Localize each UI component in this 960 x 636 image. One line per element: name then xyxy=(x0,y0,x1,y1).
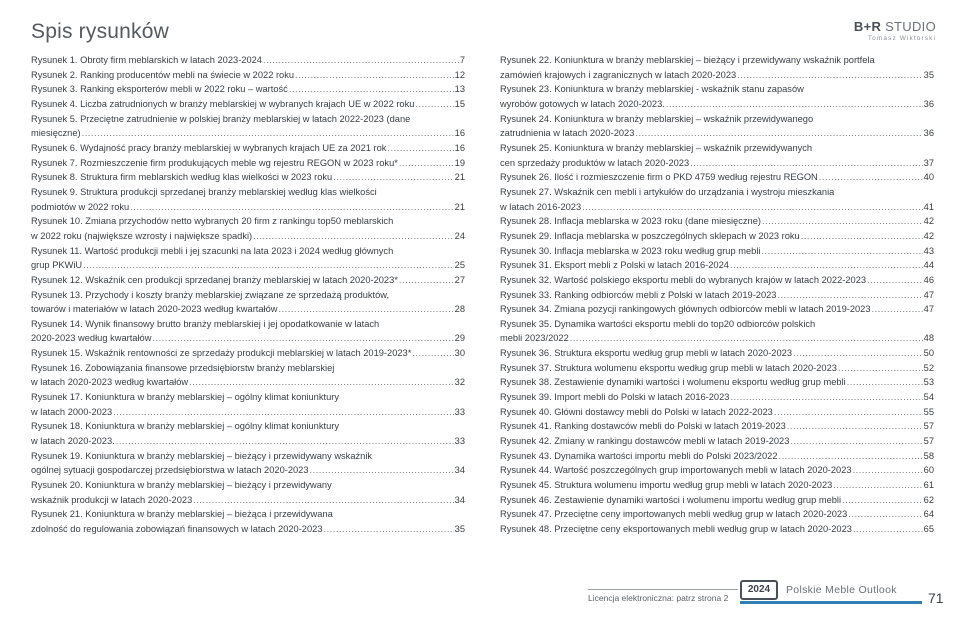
toc-entry[interactable] xyxy=(500,507,934,522)
toc-entry-line xyxy=(500,185,934,200)
toc-page-number: 36 xyxy=(923,98,934,109)
toc-entry[interactable] xyxy=(500,229,934,244)
toc-page-number: 57 xyxy=(923,421,934,432)
toc-page-number: 34 xyxy=(454,494,465,505)
toc-entry[interactable] xyxy=(500,170,934,185)
dot-leader xyxy=(152,331,453,346)
toc-entry-line xyxy=(500,141,934,156)
dot-leader xyxy=(730,258,923,273)
toc-entry-line xyxy=(31,82,465,97)
dot-leader xyxy=(847,375,923,390)
toc-entry[interactable] xyxy=(500,361,934,376)
toc-entry[interactable] xyxy=(31,449,465,478)
toc-page-number: 12 xyxy=(454,69,465,80)
dot-leader xyxy=(833,478,922,493)
toc-entry-line xyxy=(500,463,934,478)
toc-entry-line xyxy=(500,200,934,215)
toc-entry-line xyxy=(31,200,465,215)
toc-entry-text: Rysunek 39. Import mebli do Polski w latach 2016-2023 xyxy=(500,392,730,403)
toc-entry-text: Rysunek 23. Koniunktura w branży meblarskiej - wskaźnik stanu zapasów xyxy=(500,84,804,95)
toc-page-number: 42 xyxy=(923,216,934,227)
toc-entry-line xyxy=(31,493,465,508)
toc-entry-line xyxy=(31,214,465,229)
toc-entry-text: w latach 2020-2023 według kwartałów xyxy=(31,377,189,388)
toc-page-number: 55 xyxy=(923,406,934,417)
toc-entry-line xyxy=(31,346,465,361)
toc-entry-text: Rysunek 43. Dynamika wartości importu mebli do Polski 2023/2022 xyxy=(500,450,778,461)
dot-leader xyxy=(842,493,923,508)
toc-entry-text: Rysunek 15. Wskaźnik rentowności ze sprzedaży produkcji meblarskiej w latach 2019-2023* xyxy=(31,348,412,359)
toc-page-number: 28 xyxy=(454,304,465,315)
dot-leader xyxy=(193,493,453,508)
toc-entry-text: Rysunek 3. Ranking eksporterów mebli w 2022 roku – wartość xyxy=(31,84,288,95)
toc-page-number: 46 xyxy=(923,274,934,285)
toc-entry-text: Rysunek 48. Przeciętne ceny eksportowanych mebli według grup w latach 2020-2023 xyxy=(500,524,852,534)
toc-entry-line xyxy=(31,434,465,449)
toc-entry-text: w latach 2016-2023 xyxy=(500,201,582,212)
toc-entry-line xyxy=(500,229,934,244)
dot-leader xyxy=(666,97,923,112)
dot-leader xyxy=(582,200,923,215)
toc-page-number: 65 xyxy=(923,524,934,534)
toc-entry[interactable] xyxy=(31,68,465,83)
toc-entry-line xyxy=(500,405,934,420)
toc-entry[interactable] xyxy=(500,185,934,214)
toc-entry-line xyxy=(31,449,465,464)
toc-entry[interactable] xyxy=(500,449,934,464)
toc-page-number: 29 xyxy=(454,333,465,344)
dot-leader xyxy=(130,200,453,215)
toc-entry-line xyxy=(500,434,934,449)
toc-entry-line xyxy=(500,112,934,127)
toc-entry-text: podmiotów w 2022 roku xyxy=(31,201,130,212)
toc-entry[interactable] xyxy=(31,346,465,361)
toc-page-number: 58 xyxy=(923,450,934,461)
toc-entry[interactable] xyxy=(31,112,465,141)
page-number: 71 xyxy=(928,590,944,606)
footer-divider xyxy=(588,589,738,590)
toc-entry-line xyxy=(31,361,465,376)
dot-leader xyxy=(777,288,922,303)
toc-entry[interactable] xyxy=(31,97,465,112)
dot-leader xyxy=(853,522,923,537)
toc-entry[interactable] xyxy=(500,478,934,493)
toc-entry-line xyxy=(31,390,465,405)
toc-entry-text: Rysunek 36. Struktura eksportu według grup mebli w latach 2020-2023 xyxy=(500,348,792,359)
toc-page-number: 40 xyxy=(923,172,934,183)
toc-entry-text: ogólnej sytuacji gospodarczej przedsiębiorstwa w latach 2020-2023 xyxy=(31,465,309,476)
toc-entry[interactable] xyxy=(500,53,934,82)
toc-page-number: 41 xyxy=(923,201,934,212)
toc-page-number: 16 xyxy=(454,128,465,139)
toc-page-number: 62 xyxy=(923,494,934,505)
toc-page-number: 54 xyxy=(923,392,934,403)
toc-entry-line xyxy=(31,141,465,156)
dot-leader xyxy=(333,170,453,185)
toc-entry-text: Rysunek 9. Struktura produkcji sprzedanej branży meblarskiej według klas wielkości xyxy=(31,186,377,197)
toc-entry[interactable] xyxy=(500,493,934,508)
toc-entry[interactable] xyxy=(500,390,934,405)
dot-leader xyxy=(83,258,454,273)
toc-entry-text: zatrudnienia w latach 2020-2023 xyxy=(500,128,635,139)
toc-entry-text: Rysunek 35. Dynamika wartości eksportu mebli do top20 odbiorców polskich xyxy=(500,318,816,329)
toc-entry[interactable] xyxy=(500,346,934,361)
toc-entry-text: Rysunek 26. Ilość i rozmieszczenie firm o PKD 4759 według rejestru REGON xyxy=(500,172,818,183)
toc-page-number: 16 xyxy=(454,142,465,153)
dot-leader xyxy=(82,126,454,141)
dot-leader xyxy=(853,463,923,478)
toc-entry-text: Rysunek 22. Koniunktura w branży meblarskiej – bieżący i przewidywany wskaźnik portfela xyxy=(500,55,875,65)
toc-entry[interactable] xyxy=(500,273,934,288)
toc-page-number: 42 xyxy=(923,230,934,241)
toc-entry[interactable] xyxy=(31,361,465,390)
toc-entry-text: Rysunek 33. Ranking odbiorców mebli z Polski w latach 2019-2023 xyxy=(500,289,777,300)
toc-entry[interactable] xyxy=(31,273,465,288)
toc-entry-line xyxy=(500,214,934,229)
toc-page-number: 19 xyxy=(454,157,465,168)
toc-entry[interactable] xyxy=(500,112,934,141)
toc-entry-line xyxy=(500,346,934,361)
dot-leader xyxy=(570,331,923,346)
toc-entry-text: wskaźnik produkcji w latach 2020-2023 xyxy=(31,494,193,505)
toc-entry-text: Rysunek 21. Koniunktura w branży meblarskiej – bieżąca i przewidywana xyxy=(31,509,333,520)
toc-entry-line xyxy=(31,258,465,273)
toc-entry-line xyxy=(31,405,465,420)
toc-entry-line xyxy=(31,126,465,141)
toc-entry-line xyxy=(31,170,465,185)
publication-name: Polskie Meble Outlook xyxy=(786,584,897,596)
toc-entry-text: Rysunek 8. Struktura firm meblarskich według klas wielkości w 2023 roku xyxy=(31,172,333,183)
toc-entry-line xyxy=(31,112,465,127)
toc-entry-text: Rysunek 45. Struktura wolumenu importu według grup mebli w latach 2020-2023 xyxy=(500,480,833,491)
toc-entry-text: Rysunek 5. Przeciętne zatrudnienie w polskiej branży meblarskiej w latach 2022-2023 (dane xyxy=(31,113,411,124)
toc-column-right xyxy=(500,53,934,537)
toc-entry[interactable] xyxy=(500,463,934,478)
toc-entry-text: miesięczne) xyxy=(31,128,81,139)
dot-leader xyxy=(867,273,923,288)
toc-page-number: 33 xyxy=(454,406,465,417)
toc-entry[interactable] xyxy=(31,507,465,536)
toc-entry-line xyxy=(500,68,934,83)
toc-entry[interactable] xyxy=(31,244,465,273)
toc-entry-text: Rysunek 31. Eksport mebli z Polski w latach 2016-2024 xyxy=(500,260,729,271)
toc-entry-text: Rysunek 10. Zmiana przychodów netto wybranych 20 firm z rankingu top50 meblarskich xyxy=(31,216,394,227)
toc-entry-text: Rysunek 32. Wartość polskiego eksportu mebli do wybranych krajów w latach 2022-2023 xyxy=(500,274,867,285)
toc-entry-line xyxy=(31,68,465,83)
toc-entry-line xyxy=(31,288,465,303)
toc-entry-line xyxy=(31,419,465,434)
toc-entry-line xyxy=(31,331,465,346)
toc-entry-line xyxy=(500,507,934,522)
toc-entry[interactable] xyxy=(500,522,934,537)
toc-entry-line xyxy=(500,156,934,171)
toc-entry-line xyxy=(500,302,934,317)
toc-page-number: 52 xyxy=(923,362,934,373)
toc-entry[interactable] xyxy=(500,141,934,170)
toc-entry[interactable] xyxy=(500,419,934,434)
toc-entry-text: mebli 2023/2022 xyxy=(500,333,569,344)
toc-entry-text: Rysunek 41. Ranking dostawców mebli do Polski w latach 2019-2023 xyxy=(500,421,786,432)
toc-page-number: 33 xyxy=(454,436,465,447)
toc-entry-text: Rysunek 44. Wartość poszczególnych grup importowanych mebli w latach 2020-2023 xyxy=(500,465,852,476)
dot-leader xyxy=(635,126,922,141)
logo-main xyxy=(840,19,936,34)
toc-entry-line xyxy=(31,229,465,244)
toc-entry-line xyxy=(500,449,934,464)
toc-entry-text: Rysunek 47. Przeciętne ceny importowanych mebli według grup w latach 2020-2023 xyxy=(500,509,848,520)
toc-page-number: 21 xyxy=(454,172,465,183)
dot-leader xyxy=(819,170,923,185)
toc-page-number: 64 xyxy=(923,509,934,520)
toc-entry-text: wyrobów gotowych w latach 2020-2023. xyxy=(500,98,665,109)
toc-page-number: 50 xyxy=(923,348,934,359)
toc-entry-line xyxy=(31,53,465,68)
toc-entry-text: zdolność do regulowania zobowiązań finansowych w latach 2020-2023 xyxy=(31,524,323,534)
toc-entry-line xyxy=(500,478,934,493)
dot-leader xyxy=(737,68,922,83)
toc-entry-line xyxy=(31,273,465,288)
toc-entry-line xyxy=(500,361,934,376)
toc-entry-text: Rysunek 40. Główni dostawcy mebli do Polski w latach 2022-2023 xyxy=(500,406,773,417)
toc-page-number: 57 xyxy=(923,436,934,447)
toc-page-number: 47 xyxy=(923,304,934,315)
toc-page-number: 61 xyxy=(923,480,934,491)
dot-leader xyxy=(116,434,454,449)
toc-entry[interactable] xyxy=(500,214,934,229)
toc-entry-text: Rysunek 6. Wydajność pracy branży meblarskiej w wybranych krajach UE za 2021 rok xyxy=(31,142,387,153)
toc-entry-text: Rysunek 7. Rozmieszczenie firm produkujących meble wg rejestru REGON w 2023 roku* xyxy=(31,157,398,168)
logo-subtitle: Tomasz Wiktorski xyxy=(867,35,936,42)
toc-page-number: 47 xyxy=(923,289,934,300)
dot-leader xyxy=(787,419,923,434)
toc-page-number: 37 xyxy=(923,157,934,168)
toc-entry-text: Rysunek 28. Inflacja meblarska w 2023 roku (dane miesięczne) xyxy=(500,216,761,227)
toc-entry-text: Rysunek 17. Koniunktura w branży meblarskiej – ogólny klimat koniunktury xyxy=(31,392,339,403)
dot-leader xyxy=(762,214,923,229)
toc-page-number: 21 xyxy=(454,201,465,212)
toc-page-number: 43 xyxy=(923,245,934,256)
toc-entry-line xyxy=(31,244,465,259)
company-logo xyxy=(840,19,936,42)
toc-entry-line xyxy=(500,419,934,434)
toc-entry-text: Rysunek 14. Wynik finansowy brutto branży meblarskiej i jej opodatkowanie w latach xyxy=(31,318,380,329)
toc-entry-text: Rysunek 16. Zobowiązania finansowe przedsiębiorstw branży meblarskiej xyxy=(31,362,335,373)
toc-entry-text: Rysunek 18. Koniunktura w branży meblarskiej – ogólny klimat koniunktury xyxy=(31,421,339,432)
toc-page-number: 35 xyxy=(923,69,934,80)
footer-license: Licencja elektroniczna: patrz strona 2 xyxy=(588,593,729,603)
toc-entry-text: Rysunek 30. Inflacja meblarska w 2023 roku według grup mebli xyxy=(500,245,761,256)
toc-entry[interactable] xyxy=(500,244,934,259)
toc-entry-line xyxy=(500,244,934,259)
toc-entry-text: Rysunek 4. Liczba zatrudnionych w branży meblarskiej w wybranych krajach UE w 2022 roku xyxy=(31,98,415,109)
toc-entry-line xyxy=(31,522,465,537)
toc-entry-text: zamówień krajowych i zagranicznych w latach 2020-2023 xyxy=(500,69,737,80)
logo-brand: B+R xyxy=(853,19,882,34)
toc-entry-line xyxy=(500,331,934,346)
toc-page-number: 25 xyxy=(454,260,465,271)
toc-entry[interactable] xyxy=(500,288,934,303)
toc-entry-text: Rysunek 20. Koniunktura w branży meblarskiej – bieżący i przewidywany xyxy=(31,480,332,491)
toc-page-number: 24 xyxy=(454,230,465,241)
toc-page-number: 48 xyxy=(923,333,934,344)
dot-leader xyxy=(399,273,454,288)
dot-leader xyxy=(690,156,923,171)
dot-leader xyxy=(412,346,453,361)
toc-entry[interactable] xyxy=(31,53,465,68)
dot-leader xyxy=(253,229,454,244)
toc-entry-line xyxy=(31,317,465,332)
dot-leader xyxy=(387,141,453,156)
toc-entry-line xyxy=(31,97,465,112)
toc-entry[interactable] xyxy=(31,288,465,317)
toc-entry[interactable] xyxy=(31,141,465,156)
toc-entry-line xyxy=(500,258,934,273)
dot-leader xyxy=(399,156,454,171)
toc-entry-line xyxy=(500,126,934,141)
toc-entry[interactable] xyxy=(31,390,465,419)
toc-entry-text: Rysunek 1. Obroty firm meblarskich w latach 2023-2024 xyxy=(31,55,262,65)
toc-entry[interactable] xyxy=(31,82,465,97)
toc-entry[interactable] xyxy=(500,375,934,390)
toc-entry-line xyxy=(31,507,465,522)
dot-leader xyxy=(113,405,454,420)
dot-leader xyxy=(872,302,923,317)
toc-page-number: 53 xyxy=(923,377,934,388)
toc-entry-line xyxy=(500,97,934,112)
toc-entry-text: Rysunek 38. Zestawienie dynamiki wartości i wolumenu eksportu według grup mebli xyxy=(500,377,846,388)
dot-leader xyxy=(779,449,923,464)
toc-entry-text: Rysunek 46. Zestawienie dynamiki wartości i wolumenu importu według grup mebli xyxy=(500,494,842,505)
toc-entry-text: Rysunek 25. Koniunktura w branży meblarskiej – wskaźnik przewidywanych xyxy=(500,142,813,153)
dot-leader xyxy=(189,375,454,390)
toc-page-number: 34 xyxy=(454,465,465,476)
toc-entry-line xyxy=(31,156,465,171)
toc-entry-text: Rysunek 24. Koniunktura w branży meblarskiej – wskaźnik przewidywanego xyxy=(500,113,814,124)
toc-entry[interactable] xyxy=(31,170,465,185)
dot-leader xyxy=(324,522,454,537)
toc-entry-text: w 2022 roku (największe wzrosty i największe spadki) xyxy=(31,230,253,241)
toc-page-number: 44 xyxy=(923,260,934,271)
toc-entry[interactable] xyxy=(31,419,465,448)
logo-studio: STUDIO xyxy=(885,19,936,34)
toc-entry-text: Rysunek 34. Zmiana pozycji rankingowych głównych odbiorców mebli w latach 2019-2023 xyxy=(500,304,871,315)
dot-leader xyxy=(790,434,922,449)
toc-page-number: 60 xyxy=(923,465,934,476)
toc-entry-line xyxy=(31,478,465,493)
dot-leader xyxy=(774,405,923,420)
dot-leader xyxy=(263,53,459,68)
toc-entry-line xyxy=(500,522,934,537)
toc-entry-line xyxy=(31,463,465,478)
toc-page-number: 30 xyxy=(454,348,465,359)
toc-entry[interactable] xyxy=(31,478,465,507)
dot-leader xyxy=(289,82,454,97)
dot-leader xyxy=(761,244,922,259)
toc-entry-text: Rysunek 12. Wskaźnik cen produkcji sprzedanej branży meblarskiej w latach 2020-2023* xyxy=(31,274,398,285)
dot-leader xyxy=(801,229,923,244)
toc-entry-text: 2020-2023 według kwartałów xyxy=(31,333,152,344)
toc-page-number: 27 xyxy=(454,274,465,285)
toc-page-number: 36 xyxy=(923,128,934,139)
toc-page-number: 7 xyxy=(459,55,465,65)
toc-entry[interactable] xyxy=(31,156,465,171)
page-title: Spis rysunków xyxy=(31,20,169,43)
toc-entry-line xyxy=(500,273,934,288)
toc-entry[interactable] xyxy=(31,317,465,346)
dot-leader xyxy=(295,68,454,83)
dot-leader xyxy=(310,463,454,478)
toc-entry-line xyxy=(500,53,934,68)
toc-page-number: 35 xyxy=(454,524,465,534)
toc-entry-text: towarów i materiałów w latach 2020-2023 według kwartałów xyxy=(31,304,278,315)
dot-leader xyxy=(415,97,453,112)
toc-page-number: 32 xyxy=(454,377,465,388)
dot-leader xyxy=(848,507,922,522)
toc-page-number: 15 xyxy=(454,98,465,109)
toc-entry-text: w latach 2000-2023 xyxy=(31,406,113,417)
toc-entry-line xyxy=(500,288,934,303)
toc-entry[interactable] xyxy=(500,405,934,420)
toc-entry-line xyxy=(500,170,934,185)
toc-entry-text: Rysunek 37. Struktura wolumenu eksportu według grup mebli w latach 2020-2023 xyxy=(500,362,837,373)
toc-entry[interactable] xyxy=(31,214,465,243)
toc-entry[interactable] xyxy=(500,434,934,449)
toc-entry-text: w latach 2020-2023. xyxy=(31,436,115,447)
toc-page-number: 13 xyxy=(454,84,465,95)
toc-entry[interactable] xyxy=(500,82,934,111)
toc-entry-text: Rysunek 2. Ranking producentów mebli na świecie w 2022 roku xyxy=(31,69,295,80)
toc-entry-text: Rysunek 13. Przychody i koszty branży meblarskiej związane ze sprzedażą produktów, xyxy=(31,289,390,300)
toc-entry-text: Rysunek 19. Koniunktura w branży meblarskiej – bieżący i przewidywany wskaźnik xyxy=(31,450,373,461)
toc-entry-line xyxy=(500,317,934,332)
toc-entry-line xyxy=(31,302,465,317)
toc-entry[interactable] xyxy=(31,185,465,214)
toc-entry-text: Rysunek 27. Wskaźnik cen mebli i artykułów do urządzania i wystroju mieszkania xyxy=(500,186,835,197)
toc-entry-line xyxy=(500,375,934,390)
toc-entry[interactable] xyxy=(500,258,934,273)
toc-entry-text: cen sprzedaży produktów w latach 2020-2023 xyxy=(500,157,690,168)
dot-leader xyxy=(279,302,454,317)
dot-leader xyxy=(793,346,923,361)
toc-entry-line xyxy=(31,375,465,390)
toc-entry-line xyxy=(31,185,465,200)
toc-entry-text: Rysunek 29. Inflacja meblarska w poszczególnych sklepach w 2023 roku xyxy=(500,230,800,241)
toc-entry-text: Rysunek 11. Wartość produkcji mebli i jej szacunki na lata 2023 i 2024 według głównych xyxy=(31,245,394,256)
toc-entry-line xyxy=(500,390,934,405)
toc-column-left xyxy=(31,53,465,537)
year-badge: 2024 xyxy=(740,580,778,600)
toc-entry-line xyxy=(500,82,934,97)
dot-leader xyxy=(730,390,922,405)
dot-leader xyxy=(838,361,923,376)
toc-entry-text: grup PKWiU xyxy=(31,260,83,271)
footer-accent-bar xyxy=(740,601,922,604)
toc-entry[interactable] xyxy=(500,317,934,346)
toc-entry-line xyxy=(500,493,934,508)
toc-entry[interactable] xyxy=(500,302,934,317)
toc-entry-text: Rysunek 42. Zmiany w rankingu dostawców mebli w latach 2019-2023 xyxy=(500,436,790,447)
